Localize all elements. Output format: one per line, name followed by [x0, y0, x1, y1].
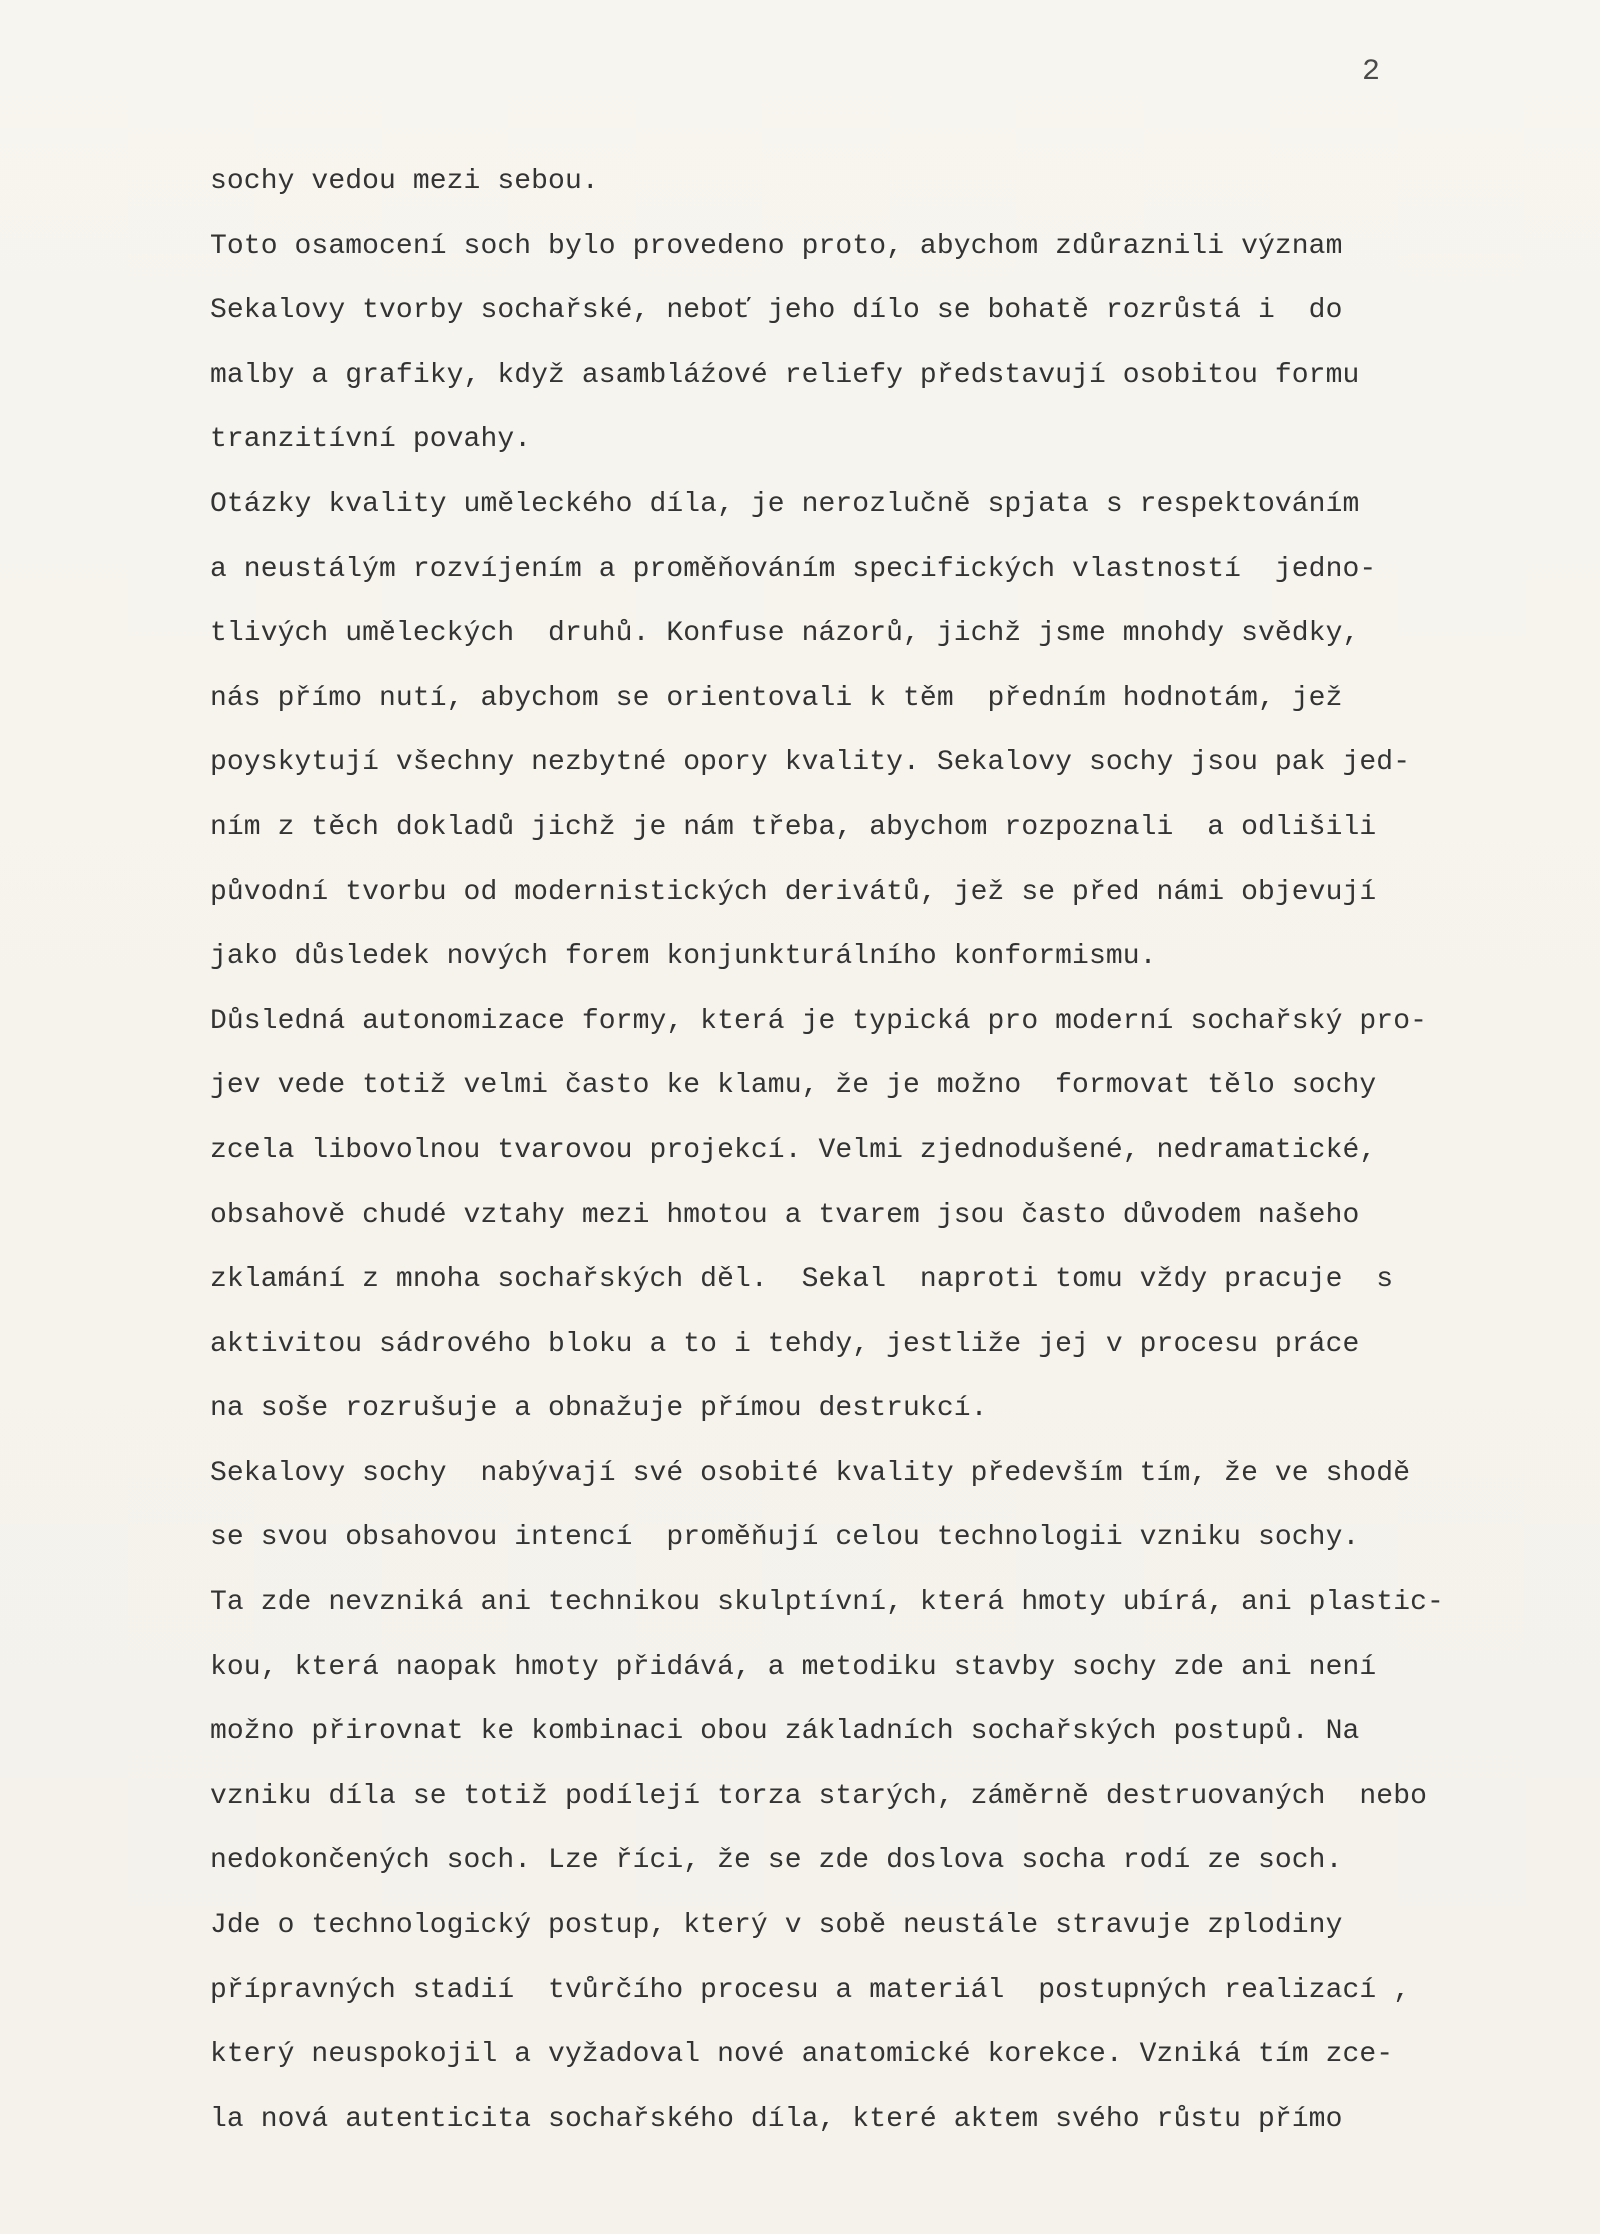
text-line: Toto osamocení soch bylo provedeno proto, abychom zdůraznili význam [210, 230, 1343, 262]
text-line: Jde o technologický postup, který v sobě neustále stravuje zplodiny [210, 1910, 1343, 1942]
text-line: malby a grafiky, když asambláźové reliefy představují osobitou formu [210, 359, 1360, 391]
text-line: tlivých uměleckých druhů. Konfuse názorů, jichž jsme mnohdy svědky, [210, 618, 1360, 650]
text-line: aktivitou sádrového bloku a to i tehdy, jestliže jej v procesu práce [210, 1328, 1360, 1360]
text-line: obsahově chudé vztahy mezi hmotou a tvarem jsou často důvodem našeho [210, 1199, 1360, 1231]
text-line: kou, která naopak hmoty přidává, a metodiku stavby sochy zde ani není [210, 1651, 1377, 1683]
text-line: zcela libovolnou tvarovou projekcí. Velmi zjednodušené, nedramatické, [210, 1134, 1377, 1166]
text-line: přípravných stadií tvůrčího procesu a materiál postupných realizací , [210, 1974, 1411, 2006]
text-line: tranzitívní povahy. [210, 424, 532, 456]
text-line: na soše rozrušuje a obnažuje přímou destrukcí. [210, 1393, 988, 1425]
text-line: Sekalovy sochy nabývají své osobité kvality především tím, že ve shodě [210, 1457, 1411, 1489]
text-line: sochy vedou mezi sebou. [210, 166, 599, 197]
text-line: možno přirovnat ke kombinaci obou základních sochařských postupů. Na [210, 1716, 1360, 1748]
text-line: původní tvorbu od modernistických derivátů, jež se před námi objevují [210, 876, 1377, 908]
text-line: nedokončených soch. Lze říci, že se zde doslova socha rodí ze soch. [210, 1845, 1343, 1877]
text-line: Důsledná autonomizace formy, která je typická pro moderní sochařský pro- [210, 1005, 1427, 1037]
text-line: vzniku díla se totiž podílejí torza starých, záměrně destruovaných nebo [210, 1780, 1427, 1812]
text-line: Otázky kvality uměleckého díla, je nerozlučně spjata s respektováním [210, 488, 1360, 520]
text-line: který neuspokojil a vyžadoval nové anatomické korekce. Vzniká tím zce- [210, 2039, 1394, 2071]
text-line: ním z těch dokladů jichž je nám třeba, abychom rozpoznali a odlišili [210, 811, 1377, 843]
text-line: jako důsledek nových forem konjunkturálního konformismu. [210, 941, 1157, 973]
text-line: poyskytují všechny nezbytné opory kvality. Sekalovy sochy jsou pak jed- [210, 747, 1411, 779]
text-line: nás přímo nutí, abychom se orientovali k těm předním hodnotám, jež [210, 682, 1343, 714]
page-number: 2 [1362, 55, 1381, 89]
text-line: la nová autenticita sochařského díla, které aktem svého růstu přímo [210, 2103, 1343, 2135]
text-line: jev vede totiž velmi často ke klamu, že je možno formovat tělo sochy [210, 1070, 1377, 1102]
text-line: zklamání z mnoha sochařských děl. Sekal naproti tomu vždy pracuje s [210, 1264, 1394, 1296]
body-text [210, 150, 1600, 2152]
text-line: Sekalovy tvorby sochařské, neboť jeho dílo se bohatě rozrůstá i do [210, 295, 1343, 327]
text-line: se svou obsahovou intencí proměňují celou technologii vzniku sochy. [210, 1522, 1360, 1554]
text-line: a neustálým rozvíjením a proměňováním specifických vlastností jedno- [210, 553, 1377, 585]
text-line: Ta zde nevzniká ani technikou skulptívní, která hmoty ubírá, ani plastic- [210, 1587, 1444, 1619]
